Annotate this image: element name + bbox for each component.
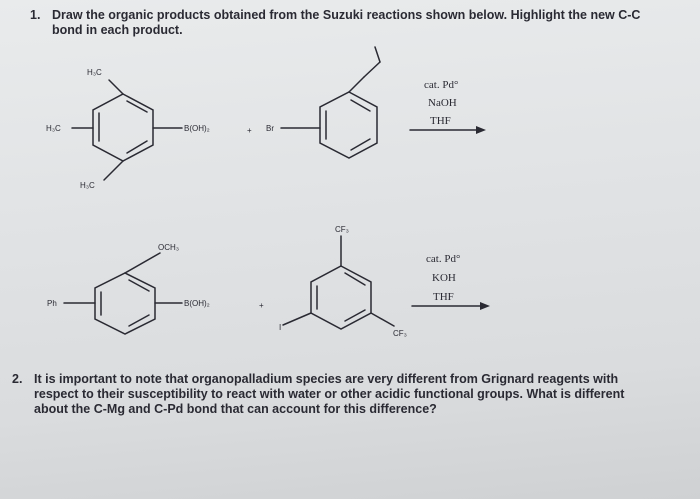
question-2-text-line-1: It is important to note that organopalladium species are very different from Grignard reagents with (34, 372, 619, 386)
question-1-text-line-2: bond in each product. (52, 23, 183, 37)
catalyst-label: cat. Pd° (424, 79, 459, 91)
bromine-label: Br (266, 124, 274, 133)
methoxy-label: OCH₃ (158, 243, 180, 252)
iodine-label: I (279, 323, 282, 332)
question-2-number: 2. (12, 372, 23, 386)
boronic-acid-label-2: B(OH)₂ (184, 299, 210, 308)
bis-trifluoromethyl-iodobenzene-structure (279, 225, 407, 338)
question-2-text-line-2: respect to their susceptibility to react with water or other acidic functional groups. What is different (34, 387, 625, 401)
reaction-1-conditions (410, 79, 486, 134)
trifluoromethyl-label-bottom: CF₃ (393, 329, 407, 338)
base-label-2: KOH (432, 272, 456, 284)
plus-sign-2: + (259, 301, 264, 310)
methyl-label-bottom: H₃C (80, 181, 95, 190)
reaction-arrow-head (476, 126, 486, 134)
reaction-arrow-head-2 (480, 302, 490, 310)
catalyst-label-2: cat. Pd° (426, 253, 461, 265)
methoxy-biphenyl-boronic-acid-structure (47, 243, 210, 334)
mesityl-boronic-acid-structure (46, 68, 210, 190)
boronic-acid-label: B(OH)₂ (184, 124, 210, 133)
question-1-number: 1. (30, 8, 41, 22)
reaction-2-conditions (412, 253, 490, 310)
aryl-bromide-structure (266, 47, 380, 158)
question-1-text-line-1: Draw the organic products obtained from the Suzuki reactions shown below. Highlight the new C-C (52, 8, 641, 22)
question-2-text-line-3: about the C-Mg and C-Pd bond that can account for this difference? (34, 402, 437, 416)
phenyl-label: Ph (47, 299, 57, 308)
reaction-1 (46, 47, 486, 190)
base-label: NaOH (428, 97, 457, 109)
methyl-label-top: H₃C (87, 68, 102, 77)
solvent-label-2: THF (433, 291, 454, 303)
methyl-label-left: H₃C (46, 124, 61, 133)
trifluoromethyl-label-top: CF₃ (335, 225, 349, 234)
plus-sign: + (247, 126, 252, 135)
solvent-label: THF (430, 115, 451, 127)
reaction-2 (47, 225, 490, 338)
